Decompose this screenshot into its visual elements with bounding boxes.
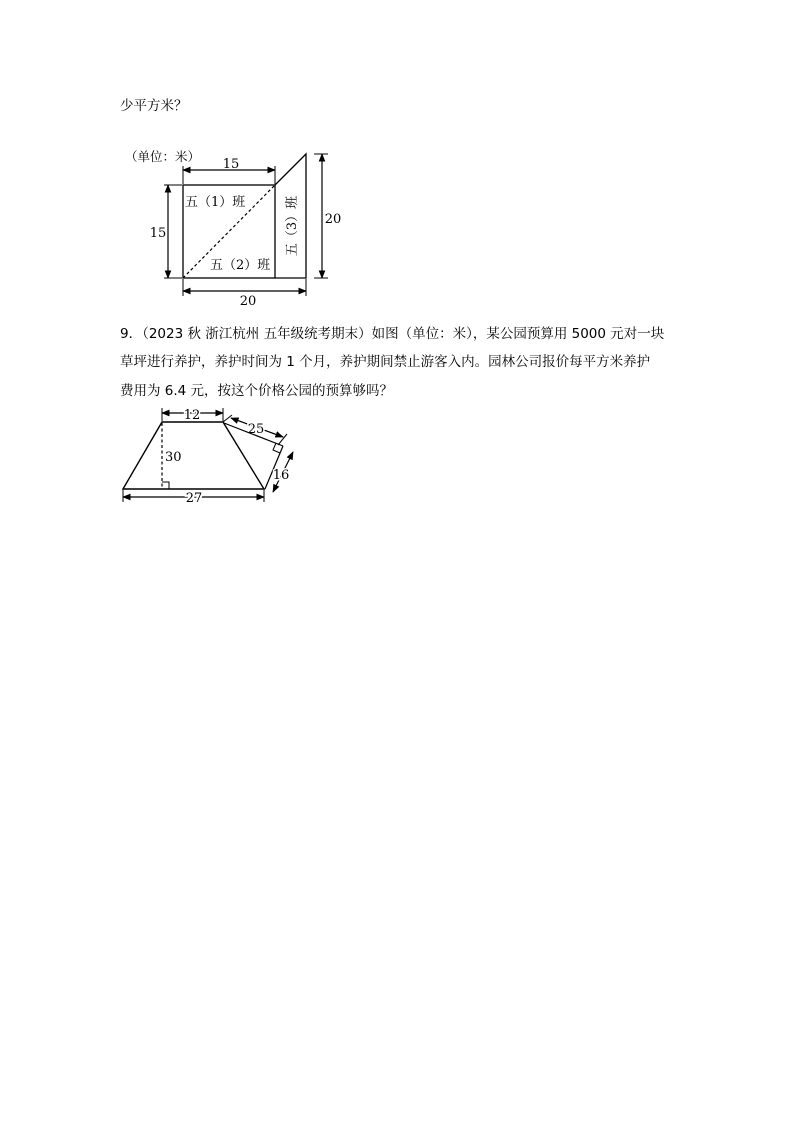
trapezoid-lawn <box>123 422 264 489</box>
question-9-line-3: 费用为 6.4 元，按这个价格公园的预算够吗？ <box>120 383 394 399</box>
continuation-text: 少平方米？ <box>120 98 188 114</box>
top-dimension-label: 12 <box>183 408 201 423</box>
perpendicular-dimension-label: 16 <box>272 468 290 483</box>
figure-1-classroom-areas <box>120 145 360 309</box>
region-label-class-3: 五（3）班 <box>285 195 300 257</box>
right-dimension-label: 20 <box>324 212 342 227</box>
region-label-class-2: 五（2）班 <box>210 258 271 273</box>
left-dimension-label: 15 <box>149 226 167 241</box>
bottom-dimension-label: 20 <box>239 294 257 309</box>
question-9-line-2: 草坪进行养护，养护时间为 1 个月，养护期间禁止游客入内。园林公司报价每平方米养护 <box>120 354 651 370</box>
region-label-class-1: 五（1）班 <box>185 195 246 210</box>
question-9-line-1: 9．（2023 秋 浙江杭州 五年级统考期末）如图（单位：米），某公园预算用 5000 元对一块 <box>120 326 665 342</box>
unit-label: （单位：米） <box>125 149 201 164</box>
side-dimension-label: 25 <box>247 422 265 437</box>
figure-2-lawn-trapezoid <box>115 405 305 505</box>
bottom-dimension-label: 27 <box>185 491 203 506</box>
right-angle-mark-bottom <box>162 482 169 489</box>
height-label: 30 <box>165 450 182 465</box>
top-dimension-label: 15 <box>222 157 240 172</box>
